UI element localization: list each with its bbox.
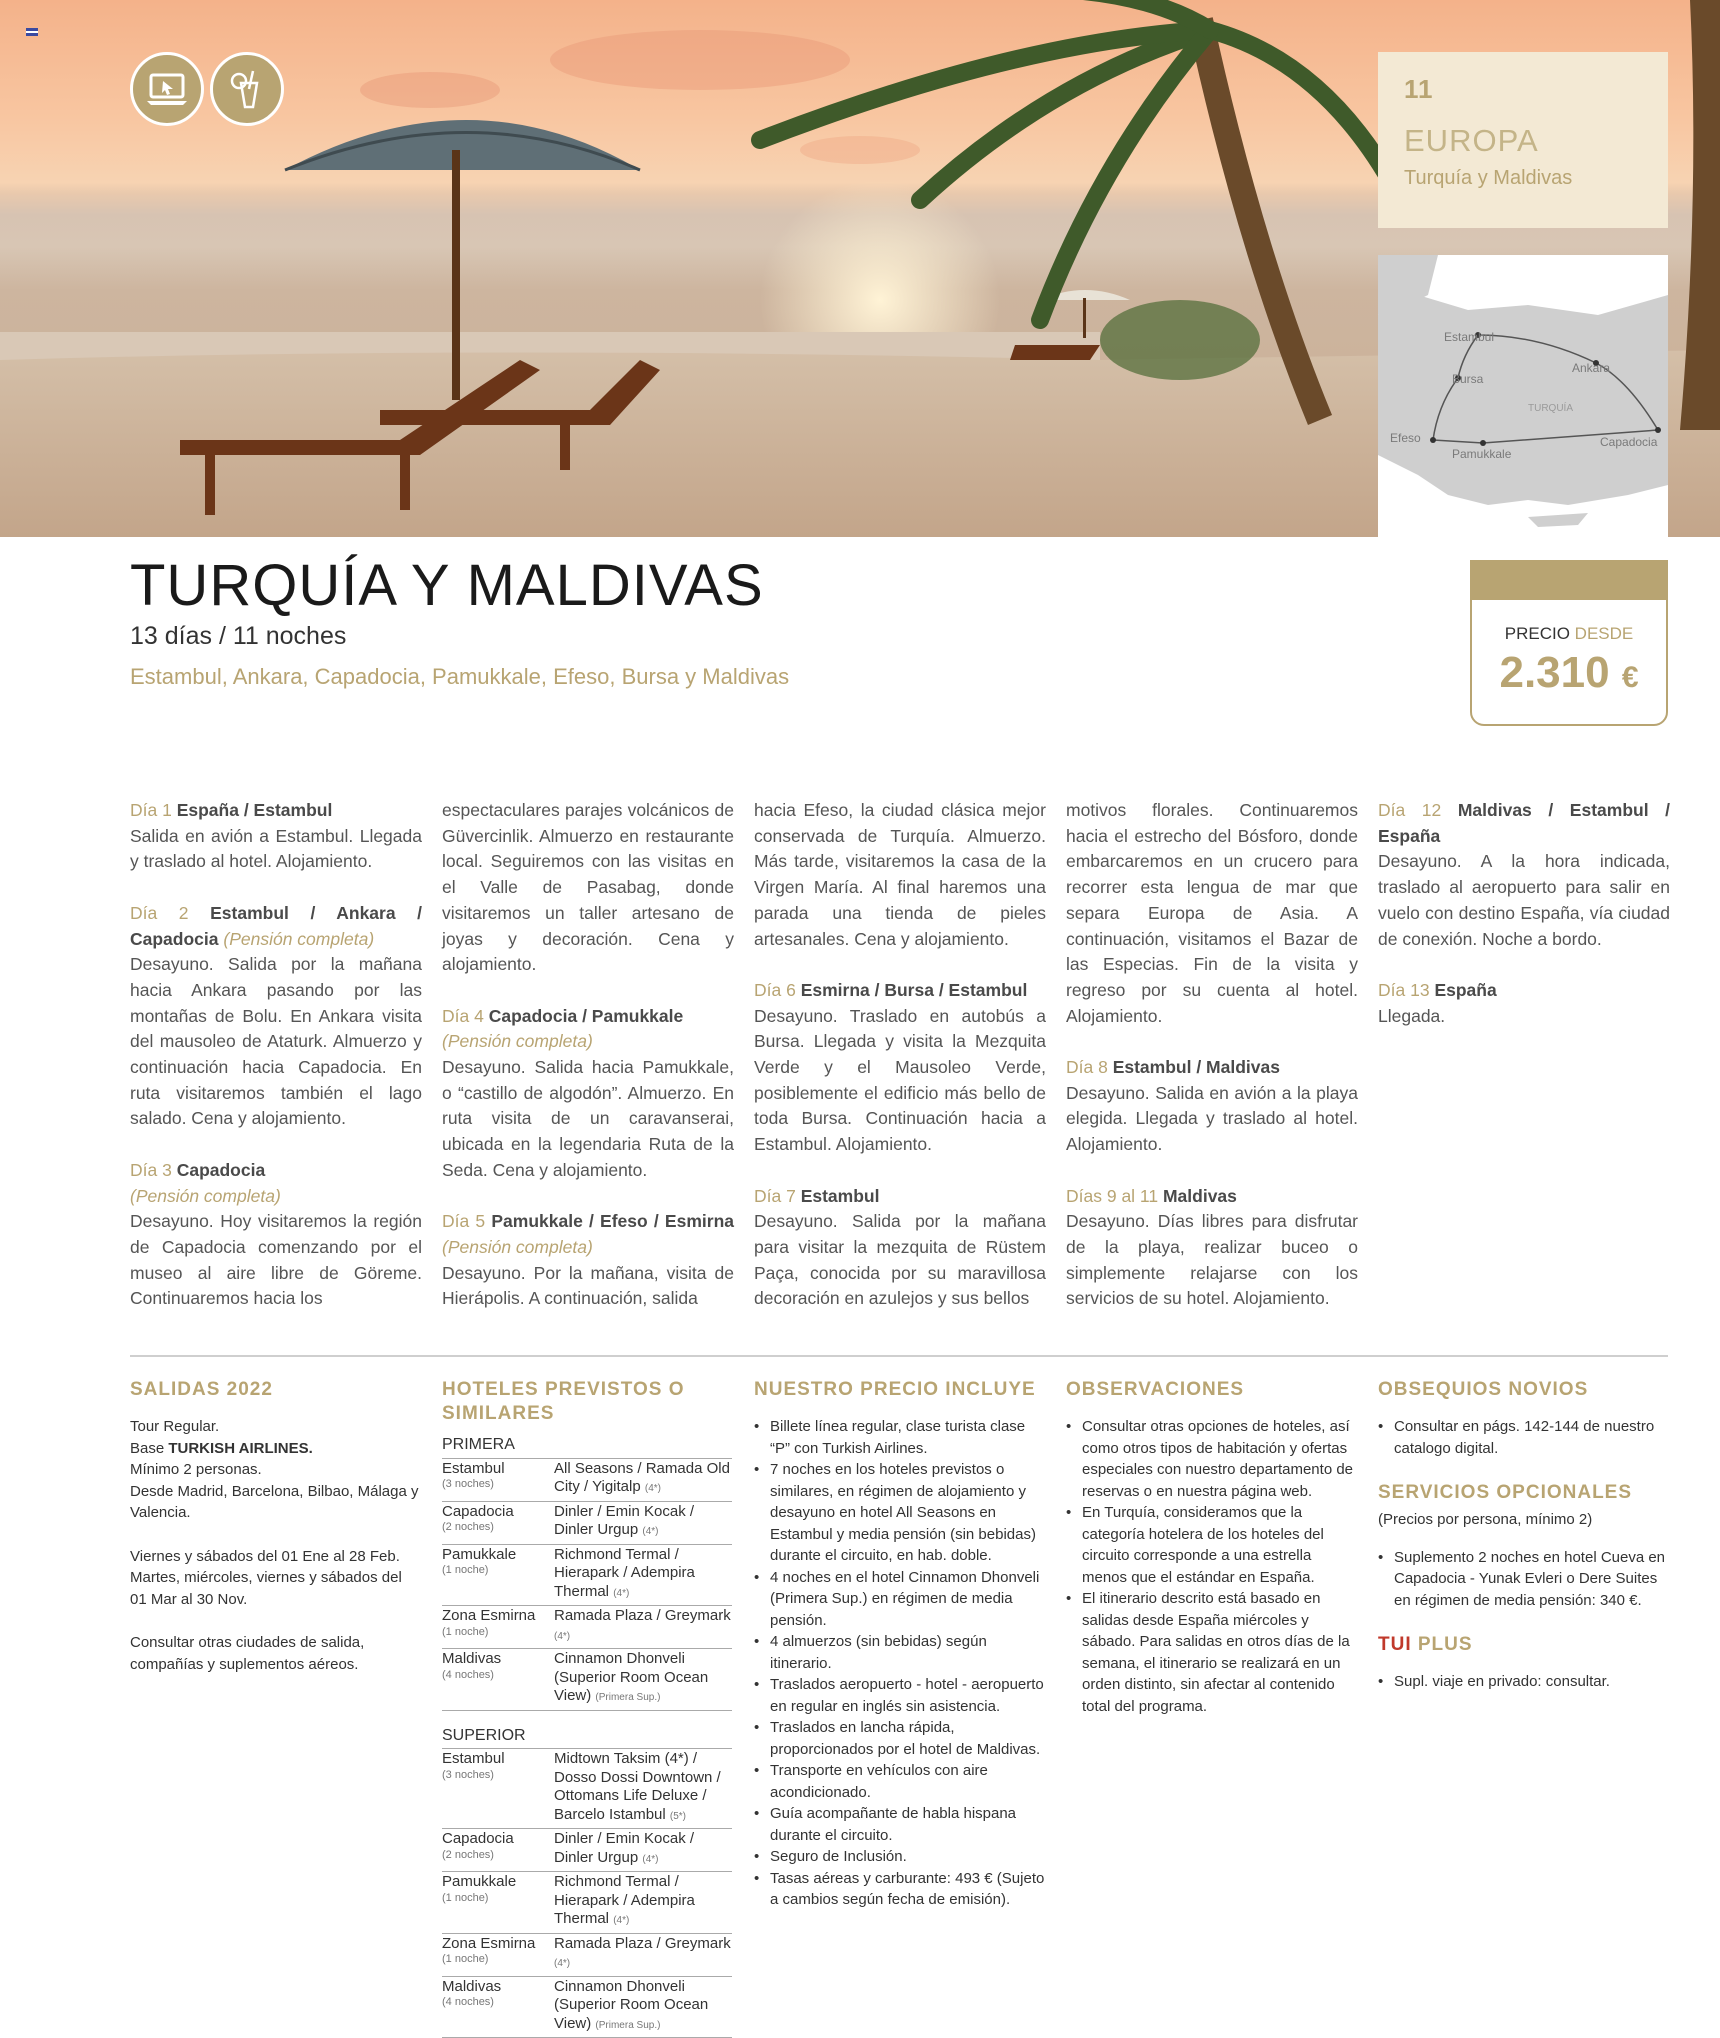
hoteles-section (442, 1378, 732, 2038)
hotel-row (442, 1872, 732, 1934)
list-item: • Transporte en vehículos con aire acondicionado. (754, 1760, 1046, 1803)
hotel-name: All Seasons / Ramada Old City / Yigitalp (554, 1460, 730, 1496)
hotel-nights: (2 noches) (442, 1521, 554, 1534)
airline-prefix: Base (130, 1440, 168, 1457)
itinerary-column-1 (130, 798, 422, 1338)
trip-cities: Estambul, Ankara, Capadocia, Pamukkale, Efeso, Bursa y Maldivas (130, 664, 789, 690)
day-text: Salida en avión a Estambul. Llegada y traslado al hotel. Alojamiento. (130, 824, 422, 875)
hotel-category: (Primera Sup.) (595, 1692, 660, 1703)
list-item: • Traslados en lancha rápida, proporcionados por el hotel de Maldivas. (754, 1717, 1046, 1760)
map-label-turquia: TURQUÍA (1528, 403, 1573, 414)
section-divider (130, 1355, 1668, 1357)
departure-cities: Desde Madrid, Barcelona, Bilbao, Málaga y Valencia. (130, 1481, 420, 1524)
meal-plan: (Pensión completa) (442, 1029, 734, 1055)
hotel-nights: (1 noche) (442, 1626, 554, 1639)
map-label-ankara: Ankara (1572, 361, 1610, 375)
list-item: • En Turquía, consideramos que la categoría hotelera de los hoteles del circuito corresponde a una estrella menos que el estándar en España. (1066, 1502, 1358, 1588)
day-heading (1378, 978, 1670, 1004)
observaciones-title: OBSERVACIONES (1066, 1378, 1358, 1402)
day-text: Desayuno. Por la mañana, visita de Hierápolis. A continuación, salida (442, 1261, 734, 1312)
itinerary-day (1066, 1184, 1358, 1313)
day-title: Esmirna / Bursa / Estambul (801, 980, 1028, 1000)
salidas-title: SALIDAS 2022 (130, 1378, 420, 1402)
hotel-name-cell (554, 1503, 732, 1542)
day-title: Pamukkale / Efeso / Esmirna (491, 1211, 734, 1231)
day-heading (130, 798, 422, 824)
cocktail-icon (210, 52, 284, 126)
obsequios-list (1378, 1416, 1670, 1459)
flag-icon (26, 28, 38, 36)
meal-plan: (Pensión completa) (223, 929, 374, 949)
hotel-nights: (3 noches) (442, 1478, 554, 1491)
itinerary-day (442, 1004, 734, 1184)
hotel-category: (4*) (613, 1588, 629, 1599)
catalog-region: EUROPA (1404, 123, 1642, 159)
hotel-nights: (3 noches) (442, 1769, 554, 1782)
airline-name: TURKISH AIRLINES. (168, 1440, 312, 1457)
airline-line (130, 1438, 420, 1460)
hoteles-title: HOTELES PREVISTOS O SIMILARES (442, 1378, 732, 1426)
itinerary-day (1066, 1055, 1358, 1158)
itinerary-day (1378, 798, 1670, 952)
hotel-nights: (4 noches) (442, 1669, 554, 1682)
tuiplus-title (1378, 1633, 1670, 1657)
incluye-title: NUESTRO PRECIO INCLUYE (754, 1378, 1046, 1402)
hotel-name-cell (554, 1607, 732, 1646)
itinerary-day-continued (442, 798, 734, 978)
day-title: Estambul / Maldivas (1113, 1057, 1280, 1077)
list-item: • Guía acompañante de habla hispana durante el circuito. (754, 1803, 1046, 1846)
hotel-name: Cinnamon Dhonveli (Superior Room Ocean View) (554, 1978, 708, 2032)
route-map (1378, 255, 1668, 537)
hotel-city-cell (442, 1650, 554, 1708)
price-currency: € (1622, 661, 1639, 694)
page-title: TURQUÍA Y MALDIVAS (130, 552, 764, 619)
opcionales-list (1378, 1547, 1670, 1612)
day-heading (1378, 798, 1670, 849)
day-label: Día 12 (1378, 800, 1441, 820)
day-text: Desayuno. Días libres para disfrutar de la playa, realizar buceo o simplemente relajarse con los servicios de su hotel. Alojamiento. (1066, 1209, 1358, 1312)
tuiplus-title-b: PLUS (1412, 1634, 1473, 1655)
hotel-category: (Primera Sup.) (595, 2020, 660, 2031)
price-amount: 2.310 (1499, 648, 1609, 697)
catalog-tag (1378, 52, 1668, 228)
day-heading (1066, 1184, 1358, 1210)
hotel-row (442, 1606, 732, 1649)
hotel-city: Capadocia (442, 1503, 514, 1520)
day-text: espectaculares parajes volcánicos de Güvercinlik. Almuerzo en restaurante local. Seguiremos con las visitas en el Valle de Pasabag, donde visitaremos un taller artesano de joyas y decoración. Cena y alojamiento. (442, 798, 734, 978)
map-label-pamukkale: Pamukkale (1452, 447, 1511, 461)
day-heading (130, 1158, 422, 1184)
hotel-nights: (4 noches) (442, 1996, 554, 2009)
price-band (1472, 562, 1666, 600)
hotel-city: Maldivas (442, 1978, 501, 1995)
hotel-city-cell (442, 1460, 554, 1499)
tour-type: Tour Regular. (130, 1416, 420, 1438)
hotel-city: Estambul (442, 1460, 505, 1477)
day-label: Día 5 (442, 1211, 485, 1231)
extras-section (1378, 1378, 1670, 1693)
list-item: • 4 almuerzos (sin bebidas) según itinerario. (754, 1631, 1046, 1674)
salidas-note: Consultar otras ciudades de salida, compañías y suplementos aéreos. (130, 1632, 420, 1675)
itinerary-day (442, 1209, 734, 1312)
meal-plan: (Pensión completa) (130, 1184, 422, 1210)
itinerary-day (130, 901, 422, 1132)
day-label: Día 13 (1378, 980, 1430, 1000)
itinerary-day (130, 798, 422, 875)
obsequios-title: OBSEQUIOS NOVIOS (1378, 1378, 1670, 1402)
day-text: motivos florales. Continuaremos hacia el estrecho del Bósforo, donde embarcaremos en un crucero para recorrer esta lengua de mar que separa Europa de Asia. A continuación, visitamos el Bazar de las Especias. Fin de la visita y regreso por su cuenta al hotel. Alojamiento. (1066, 798, 1358, 1029)
opcionales-title: SERVICIOS OPCIONALES (1378, 1481, 1670, 1505)
hotel-row (442, 1502, 732, 1545)
observaciones-list (1066, 1416, 1358, 1717)
day-text: Desayuno. A la hora indicada, traslado al aeropuerto para salir en vuelo con destino España, vía ciudad de conexión. Noche a bordo. (1378, 849, 1670, 952)
list-item: • Consultar en págs. 142-144 de nuestro catalogo digital. (1378, 1416, 1670, 1459)
hotel-category-primera: PRIMERA (442, 1434, 732, 1459)
itinerary-day (1378, 978, 1670, 1029)
tuiplus-title-a: TUI (1378, 1634, 1412, 1655)
map-label-efeso: Efeso (1390, 431, 1421, 445)
day-label: Día 7 (754, 1186, 796, 1206)
hotel-city: Pamukkale (442, 1546, 516, 1563)
tuiplus-list (1378, 1671, 1670, 1693)
hotel-nights: (1 noche) (442, 1892, 554, 1905)
salidas-info (130, 1416, 420, 1524)
price-label-accent: DESDE (1575, 624, 1634, 643)
hotel-name: Midtown Taksim (4*) / Dosso Dossi Downtown / Ottomans Life Deluxe / Barcelo Istambul (554, 1750, 721, 1823)
hotel-nights: (2 noches) (442, 1849, 554, 1862)
day-text: Desayuno. Salida por la mañana hacia Ankara pasando por las montañas de Bolu. En Ankara visita del mausoleo de Ataturk. Almuerzo y continuación hacia Capadocia. En ruta visitaremos también el lago salado. Cena y alojamiento. (130, 952, 422, 1132)
hotel-city-cell (442, 1830, 554, 1869)
list-item: • Supl. viaje en privado: consultar. (1378, 1671, 1670, 1693)
day-title: Capadocia / Pamukkale (489, 1006, 684, 1026)
hotel-category-superior: SUPERIOR (442, 1725, 732, 1750)
hotel-name-cell (554, 1830, 732, 1869)
list-item: • El itinerario descrito está basado en salidas desde España miércoles y sábado. Para salidas en otros días de la semana, el itinerario se realizará en un orden distinto, sin afectar al contenido total del programa. (1066, 1588, 1358, 1717)
price-label (1472, 624, 1666, 644)
list-item: • Seguro de Inclusión. (754, 1846, 1046, 1868)
hero-photo (0, 0, 1720, 537)
day-heading (442, 1209, 734, 1260)
hotel-row (442, 1545, 732, 1607)
hotel-city: Zona Esmirna (442, 1607, 535, 1624)
day-heading (442, 1004, 734, 1030)
hotel-city: Capadocia (442, 1830, 514, 1847)
itinerary-column-2 (442, 798, 734, 1338)
price-label-main: PRECIO (1505, 624, 1570, 643)
catalog-number: 11 (1404, 74, 1642, 105)
hotel-category: (4*) (613, 1915, 629, 1926)
itinerary-column-3 (754, 798, 1046, 1338)
hotel-category: (4*) (642, 1854, 658, 1865)
day-title: Estambul / Ankara / Capadocia (130, 903, 422, 949)
hotel-category: (4*) (554, 1631, 570, 1642)
hotel-city-cell (442, 1750, 554, 1826)
day-label: Día 4 (442, 1006, 484, 1026)
list-item: • 4 noches en el hotel Cinnamon Dhonveli (Primera Sup.) en régimen de media pensión. (754, 1567, 1046, 1632)
map-label-bursa: Bursa (1452, 372, 1483, 386)
hotel-city: Maldivas (442, 1650, 501, 1667)
day-text: Desayuno. Salida en avión a la playa elegida. Llegada y traslado al hotel. Alojamiento. (1066, 1081, 1358, 1158)
hotel-name: Richmond Termal / Hierapark / Adempira Thermal (554, 1546, 695, 1600)
itinerary-day (130, 1158, 422, 1312)
day-text: Desayuno. Traslado en autobús a Bursa. Llegada y visita la Mezquita Verde y el Mausoleo Verde, posiblemente el edificio más bello de toda Bursa. Continuación hacia a Estambul. Alojamiento. (754, 1004, 1046, 1158)
list-item: • Traslados aeropuerto - hotel - aeropuerto en regular en inglés sin asistencia. (754, 1674, 1046, 1717)
hotel-name-cell (554, 1873, 732, 1931)
hotel-nights: (1 noche) (442, 1564, 554, 1577)
hotel-row (442, 1977, 732, 2038)
map-label-capadocia: Capadocia (1600, 435, 1657, 449)
day-text: Desayuno. Salida por la mañana para visitar la mezquita de Rüstem Paça, conocida por su maravillosa decoración en azulejos y sus bellos (754, 1209, 1046, 1312)
hotel-name-cell (554, 1750, 732, 1826)
hotel-category: (5*) (670, 1811, 686, 1822)
hotel-name-cell (554, 1546, 732, 1604)
hotel-name-cell (554, 1460, 732, 1499)
hotel-name-cell (554, 1650, 732, 1708)
hotel-nights: (1 noche) (442, 1953, 554, 1966)
departure-dates: Viernes y sábados del 01 Ene al 28 Feb. Martes, miércoles, viernes y sábados del 01 Mar al 30 Nov. (130, 1546, 420, 1611)
day-heading (1066, 1055, 1358, 1081)
meal-plan: (Pensión completa) (442, 1237, 593, 1257)
trip-duration: 13 días / 11 noches (130, 622, 346, 651)
hotel-category: (4*) (645, 1483, 661, 1494)
itinerary-day-continued (1066, 798, 1358, 1029)
itinerary-column-4 (1066, 798, 1358, 1338)
day-title: España / Estambul (177, 800, 333, 820)
hotel-city: Estambul (442, 1750, 505, 1767)
list-item: • 7 noches en los hoteles previstos o similares, en régimen de alojamiento y desayuno en hotel All Seasons en Estambul y media pensión (sin bebidas) durante el circuito, en hab. doble. (754, 1459, 1046, 1567)
day-label: Día 2 (130, 903, 189, 923)
incluye-section (754, 1378, 1046, 1911)
day-label: Día 1 (130, 800, 172, 820)
map-label-estambul: Estambul (1444, 330, 1494, 344)
opcionales-note: (Precios por persona, mínimo 2) (1378, 1509, 1670, 1531)
hotel-row (442, 1934, 732, 1977)
day-heading (130, 901, 422, 952)
day-label: Día 3 (130, 1160, 172, 1180)
day-heading (754, 978, 1046, 1004)
day-heading (754, 1184, 1046, 1210)
hotel-name: Richmond Termal / Hierapark / Adempira Thermal (554, 1873, 695, 1927)
hotel-name: Cinnamon Dhonveli (Superior Room Ocean View) (554, 1650, 708, 1704)
salidas-section (130, 1378, 420, 1697)
day-text: Desayuno. Hoy visitaremos la región de Capadocia comenzando por el museo al aire libre de Göreme. Continuaremos hacia los (130, 1209, 422, 1312)
hotel-name: Ramada Plaza / Greymark (554, 1935, 731, 1952)
hotel-city: Pamukkale (442, 1873, 516, 1890)
price-value (1472, 648, 1666, 698)
hotel-name: Dinler / Emin Kocak / Dinler Urgup (554, 1830, 694, 1866)
day-title: Maldivas (1163, 1186, 1237, 1206)
day-title: Estambul (801, 1186, 880, 1206)
hotel-table-primera (442, 1459, 732, 1711)
hotel-city-cell (442, 1503, 554, 1542)
itinerary-day (754, 1184, 1046, 1313)
hotel-city-cell (442, 1546, 554, 1604)
itinerary-column-5 (1378, 798, 1670, 1055)
hotel-name-cell (554, 1935, 732, 1974)
catalog-subtitle: Turquía y Maldivas (1404, 167, 1642, 190)
price-badge (1470, 560, 1668, 726)
hotel-row (442, 1829, 732, 1872)
day-title: Maldivas / Estambul / España (1378, 800, 1670, 846)
laptop-cursor-icon (130, 52, 204, 126)
day-label: Día 6 (754, 980, 796, 1000)
itinerary-day (754, 978, 1046, 1158)
hotel-name: Dinler / Emin Kocak / Dinler Urgup (554, 1503, 694, 1539)
day-text: Desayuno. Salida hacia Pamukkale, o “castillo de algodón”. Almuerzo. En ruta visita de un caravanserai, ubicada en la legendaria Ruta de la Seda. Cena y alojamiento. (442, 1055, 734, 1184)
observaciones-section (1066, 1378, 1358, 1717)
hotel-row (442, 1459, 732, 1502)
hotel-city-cell (442, 1873, 554, 1931)
list-item: • Consultar otras opciones de hoteles, así como otros tipos de habitación y ofertas especiales con nuestro departamento de reservas o en nuestra página web. (1066, 1416, 1358, 1502)
hotel-city-cell (442, 1607, 554, 1646)
hotel-city-cell (442, 1978, 554, 2036)
hotel-name-cell (554, 1978, 732, 2036)
hotel-name: Ramada Plaza / Greymark (554, 1607, 731, 1624)
day-label: Días 9 al 11 (1066, 1186, 1158, 1206)
day-label: Día 8 (1066, 1057, 1108, 1077)
hotel-row (442, 1649, 732, 1711)
hotel-city: Zona Esmirna (442, 1935, 535, 1952)
day-text: hacia Efeso, la ciudad clásica mejor conservada de Turquía. Almuerzo. Más tarde, visitaremos la casa de la Virgen María. Al final haremos una parada una tienda de pieles artesanales. Cena y alojamiento. (754, 798, 1046, 952)
hotel-category: (4*) (554, 1958, 570, 1969)
hotel-category: (4*) (642, 1526, 658, 1537)
hotel-table-superior (442, 1749, 732, 2038)
list-item: • Suplemento 2 noches en hotel Cueva en Capadocia - Yunak Evleri o Dere Suites en régimen de media pensión: 340 €. (1378, 1547, 1670, 1612)
day-text: Llegada. (1378, 1004, 1670, 1030)
day-title: España (1434, 980, 1496, 1000)
incluye-list (754, 1416, 1046, 1911)
hotel-row (442, 1749, 732, 1829)
list-item: • Billete línea regular, clase turista clase “P” con Turkish Airlines. (754, 1416, 1046, 1459)
hotel-city-cell (442, 1935, 554, 1974)
day-title: Capadocia (177, 1160, 266, 1180)
min-people: Mínimo 2 personas. (130, 1459, 420, 1481)
itinerary-day-continued (754, 798, 1046, 952)
list-item: • Tasas aéreas y carburante: 493 € (Sujeto a cambios según fecha de emisión). (754, 1868, 1046, 1911)
